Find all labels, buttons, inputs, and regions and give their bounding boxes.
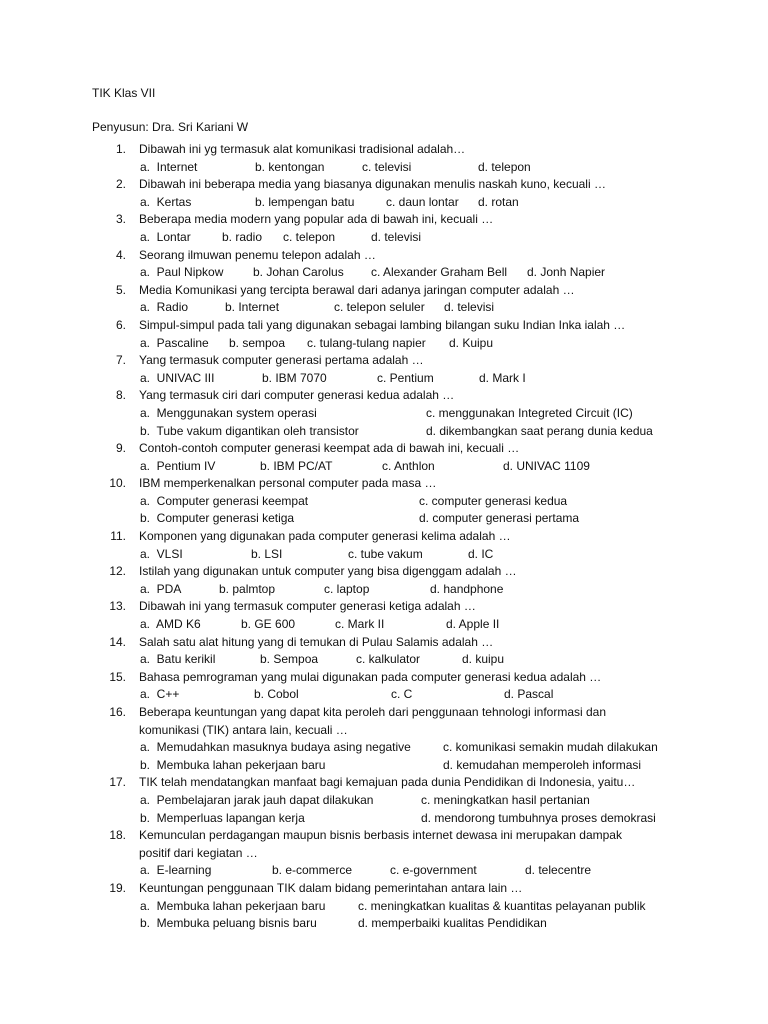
answer-option: d. memperbaiki kualitas Pendidikan bbox=[358, 916, 547, 931]
question-item bbox=[0, 475, 768, 528]
answer-option: a. Pascaline bbox=[140, 335, 209, 350]
answer-option: a. PDA bbox=[140, 581, 182, 596]
answer-option: b. GE 600 bbox=[241, 617, 296, 632]
answer-options-row bbox=[0, 493, 768, 511]
question-number: 14. bbox=[109, 634, 126, 649]
answer-option: d. televisi bbox=[371, 229, 422, 244]
answer-option: b. kentongan bbox=[255, 159, 325, 174]
answer-option: c. computer generasi kedua bbox=[419, 493, 568, 508]
answer-option: a. Batu kerikil bbox=[140, 652, 216, 667]
question-text: Seorang ilmuwan penemu telepon adalah … bbox=[139, 247, 376, 262]
answer-option: a. Membuka lahan pekerjaan baru bbox=[140, 898, 326, 913]
question-text: Komponen yang digunakan pada computer generasi kelima adalah … bbox=[139, 529, 511, 544]
answer-option: b. IBM PC/AT bbox=[260, 458, 333, 473]
answer-option: c. Mark II bbox=[335, 617, 385, 632]
question-item bbox=[0, 440, 768, 475]
answer-options-row bbox=[0, 862, 768, 880]
question-list bbox=[0, 141, 768, 933]
answer-option: b. Sempoa bbox=[260, 652, 319, 667]
question-text: Beberapa media modern yang popular ada di bawah ini, kecuali … bbox=[139, 212, 494, 227]
answer-option: d. dikembangkan saat perang dunia kedua bbox=[426, 423, 653, 438]
answer-option: d. Kuipu bbox=[449, 335, 494, 350]
question-text: Dibawah ini beberapa media yang biasanya digunakan menulis naskah kuno, kecuali … bbox=[139, 177, 606, 192]
question-item bbox=[0, 247, 768, 282]
question-item bbox=[0, 528, 768, 563]
question-text: Dibawah ini yg termasuk alat komunikasi tradisional adalah… bbox=[139, 142, 466, 156]
answer-option: b. Computer generasi ketiga bbox=[140, 511, 295, 526]
question-number: 1. bbox=[115, 142, 126, 156]
question-number: 18. bbox=[109, 828, 126, 843]
answer-options-row bbox=[0, 686, 768, 704]
question-item bbox=[0, 598, 768, 633]
question-item bbox=[0, 387, 768, 440]
document-title: TIK Klas VII bbox=[92, 86, 156, 100]
answer-option: d. kuipu bbox=[462, 652, 505, 667]
answer-option: c. Pentium bbox=[377, 370, 434, 385]
question-text: Salah satu alat hitung yang di temukan di Pulau Salamis adalah … bbox=[139, 634, 494, 649]
question-number: 8. bbox=[115, 388, 126, 403]
question-item bbox=[0, 317, 768, 352]
answer-option: d. Apple II bbox=[446, 617, 500, 632]
answer-options-row bbox=[0, 739, 768, 757]
answer-option: a. Radio bbox=[140, 300, 189, 315]
answer-option: c. C bbox=[391, 687, 413, 702]
question-number: 15. bbox=[109, 669, 126, 684]
question-number: 9. bbox=[115, 441, 126, 456]
question-text: TIK telah mendatangkan manfaat bagi kemajuan pada dunia Pendidikan di Indonesia, yaitu… bbox=[139, 775, 636, 790]
question-text: Yang termasuk ciri dari computer generasi kedua adalah … bbox=[139, 388, 455, 403]
answer-option: b. Membuka peluang bisnis baru bbox=[140, 916, 317, 931]
question-item bbox=[0, 282, 768, 317]
answer-options-row bbox=[0, 423, 768, 441]
answer-option: a. UNIVAC III bbox=[140, 370, 215, 385]
answer-option: b. LSI bbox=[251, 546, 283, 561]
answer-option: b. e-commerce bbox=[272, 863, 353, 878]
question-text: Istilah yang digunakan untuk computer yang bisa digenggam adalah … bbox=[139, 564, 517, 579]
answer-option: b. sempoa bbox=[229, 335, 286, 350]
question-number: 11. bbox=[110, 529, 126, 544]
answer-option: a. Internet bbox=[140, 159, 198, 174]
question-text: Kemunculan perdagangan maupun bisnis berbasis internet dewasa ini merupakan dampak bbox=[139, 828, 622, 843]
document-author: Penyusun: Dra. Sri Kariani W bbox=[92, 120, 249, 134]
answer-option: b. Cobol bbox=[254, 687, 299, 702]
answer-options-row bbox=[0, 651, 768, 669]
answer-option: d. handphone bbox=[430, 581, 504, 596]
answer-options-row bbox=[0, 458, 768, 476]
answer-options-row bbox=[0, 229, 768, 247]
answer-option: a. Memudahkan masuknya budaya asing negative bbox=[140, 740, 411, 755]
question-number: 16. bbox=[109, 705, 126, 719]
answer-option: a. Lontar bbox=[140, 229, 191, 244]
question-item bbox=[0, 563, 768, 598]
question-number: 12. bbox=[109, 564, 126, 579]
answer-option: d. mendorong tumbuhnya proses demokrasi bbox=[421, 810, 656, 825]
question-item bbox=[0, 704, 768, 774]
answer-option: d. rotan bbox=[478, 194, 519, 209]
answer-option: b. Internet bbox=[225, 300, 280, 315]
question-item bbox=[0, 669, 768, 704]
answer-option: c. Anthlon bbox=[382, 458, 435, 473]
question-number: 4. bbox=[115, 247, 126, 262]
answer-option: a. VLSI bbox=[140, 546, 183, 561]
question-text: Keuntungan penggunaan TIK dalam bidang pemerintahan antara lain … bbox=[139, 880, 523, 895]
answer-options-row bbox=[0, 264, 768, 282]
question-text: Media Komunikasi yang tercipta berawal dari adanya jaringan computer adalah … bbox=[139, 282, 575, 297]
question-item bbox=[0, 352, 768, 387]
answer-option: a. Kertas bbox=[140, 194, 192, 209]
answer-options-row bbox=[0, 159, 768, 177]
answer-options-row bbox=[0, 405, 768, 423]
answer-option: c. televisi bbox=[362, 159, 412, 174]
answer-option: b. lempengan batu bbox=[255, 194, 355, 209]
answer-option: d. kemudahan memperoleh informasi bbox=[443, 757, 642, 772]
answer-option: a. Paul Nipkow bbox=[140, 265, 224, 280]
question-text: Dibawah ini yang termasuk computer generasi ketiga adalah … bbox=[139, 599, 476, 614]
answer-option: d. televisi bbox=[444, 300, 495, 315]
question-item bbox=[0, 827, 768, 880]
question-number: 2. bbox=[115, 177, 126, 192]
answer-options-row bbox=[0, 616, 768, 634]
answer-option: b. IBM 7070 bbox=[262, 370, 327, 385]
answer-option: b. Johan Carolus bbox=[253, 265, 344, 280]
answer-option: a. Menggunakan system operasi bbox=[140, 405, 317, 420]
answer-options-row bbox=[0, 810, 768, 828]
answer-option: d. Mark I bbox=[479, 370, 526, 385]
answer-option: a. AMD K6 bbox=[140, 617, 201, 632]
question-item bbox=[0, 211, 768, 246]
answer-option: c. tube vakum bbox=[348, 546, 423, 561]
question-text: Simpul-simpul pada tali yang digunakan sebagai lambing bilangan suku Indian Inka ialah … bbox=[139, 317, 626, 332]
answer-option: c. Alexander Graham Bell bbox=[371, 265, 508, 280]
question-text: Contoh-contoh computer generasi keempat ada di bawah ini, kecuali … bbox=[139, 441, 520, 456]
answer-option: b. Memperluas lapangan kerja bbox=[140, 810, 305, 825]
question-text: positif dari kegiatan … bbox=[139, 845, 258, 860]
answer-option: a. Pentium IV bbox=[140, 458, 216, 473]
question-item bbox=[0, 176, 768, 211]
answer-option: b. Membuka lahan pekerjaan baru bbox=[140, 757, 326, 772]
answer-option: c. telepon bbox=[283, 229, 336, 244]
answer-option: c. daun lontar bbox=[386, 194, 459, 209]
answer-option: d. IC bbox=[468, 546, 494, 561]
question-item bbox=[0, 634, 768, 669]
answer-option: d. UNIVAC 1109 bbox=[503, 458, 590, 473]
question-text: Bahasa pemrograman yang mulai digunakan pada computer generasi kedua adalah … bbox=[139, 669, 602, 684]
question-number: 6. bbox=[115, 317, 126, 332]
answer-option: d. computer generasi pertama bbox=[419, 511, 580, 526]
question-text: IBM memperkenalkan personal computer pada masa … bbox=[139, 476, 437, 491]
answer-options-row bbox=[0, 581, 768, 599]
question-item bbox=[0, 141, 768, 176]
answer-options-row bbox=[0, 370, 768, 388]
question-number: 3. bbox=[115, 212, 126, 227]
answer-option: a. Pembelajaran jarak jauh dapat dilakukan bbox=[140, 792, 374, 807]
answer-options-row bbox=[0, 757, 768, 775]
answer-option: c. menggunakan Integreted Circuit (IC) bbox=[426, 405, 633, 420]
answer-options-row bbox=[0, 546, 768, 564]
question-number: 7. bbox=[115, 353, 126, 368]
answer-option: a. Computer generasi keempat bbox=[140, 493, 309, 508]
answer-option: c. telepon seluler bbox=[334, 300, 425, 315]
answer-options-row bbox=[0, 510, 768, 528]
question-item bbox=[0, 774, 768, 827]
question-item bbox=[0, 880, 768, 933]
answer-option: d. telecentre bbox=[525, 863, 592, 878]
answer-option: b. Tube vakum digantikan oleh transistor bbox=[140, 423, 359, 438]
answer-option: a. E-learning bbox=[140, 863, 212, 878]
answer-options-row bbox=[0, 792, 768, 810]
question-text: Yang termasuk computer generasi pertama adalah … bbox=[139, 353, 424, 368]
question-text: Beberapa keuntungan yang dapat kita peroleh dari penggunaan tehnologi informasi dan bbox=[139, 705, 607, 719]
answer-option: a. C++ bbox=[140, 687, 180, 702]
question-number: 5. bbox=[115, 282, 126, 297]
question-number: 10. bbox=[109, 476, 126, 491]
answer-option: b. radio bbox=[222, 229, 263, 244]
answer-option: c. meningkatkan hasil pertanian bbox=[421, 792, 590, 807]
answer-option: c. kalkulator bbox=[356, 652, 421, 667]
answer-options-row bbox=[0, 898, 768, 916]
answer-option: c. meningkatkan kualitas & kuantitas pelayanan publik bbox=[358, 898, 646, 913]
answer-options-row bbox=[0, 915, 768, 933]
answer-options-row bbox=[0, 335, 768, 353]
answer-options-row bbox=[0, 299, 768, 317]
answer-option: c. laptop bbox=[324, 581, 370, 596]
answer-option: c. tulang-tulang napier bbox=[307, 335, 426, 350]
answer-option: c. e-government bbox=[390, 863, 477, 878]
answer-option: d. Jonh Napier bbox=[527, 265, 606, 280]
question-number: 13. bbox=[109, 599, 126, 614]
answer-option: b. palmtop bbox=[219, 581, 276, 596]
answer-options-row bbox=[0, 194, 768, 212]
answer-option: c. komunikasi semakin mudah dilakukan bbox=[443, 740, 658, 755]
question-number: 19. bbox=[109, 880, 126, 895]
answer-option: d. Pascal bbox=[504, 687, 554, 702]
question-text: komunikasi (TIK) antara lain, kecuali … bbox=[139, 722, 348, 737]
question-number: 17. bbox=[109, 775, 126, 790]
answer-option: d. telepon bbox=[478, 159, 531, 174]
